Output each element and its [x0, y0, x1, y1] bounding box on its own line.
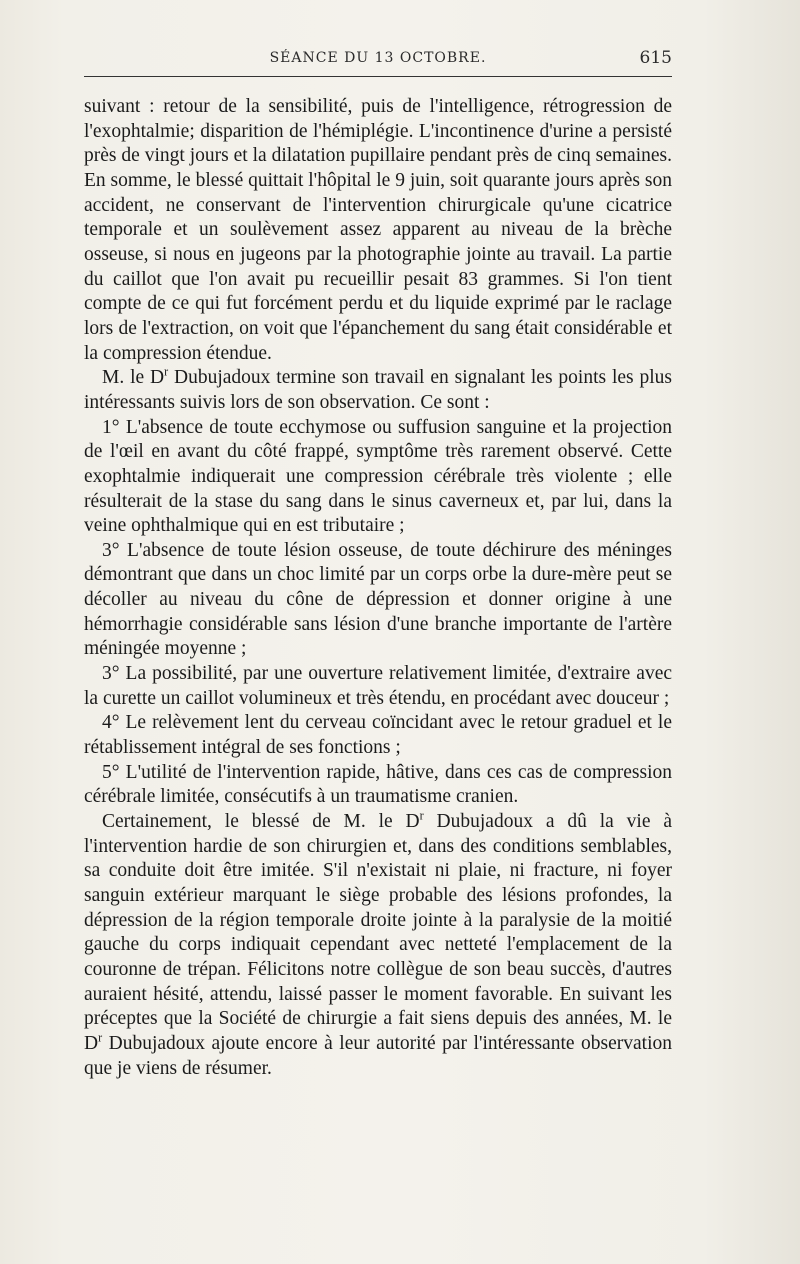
header-rule: [84, 76, 672, 77]
list-point-1: 1° L'absence de toute ecchymose ou suffusion sanguine et la projection de l'œil en avant du côté frappé, symptôme très rarement observé. Cette exophtalmie indiquerait une compression cérébrale très violente ; elle résulterait de la stase du sang dans le sinus caverneux et, par lui, dans la veine ophthalmique qui en est tributaire ;: [84, 416, 672, 537]
text-run: M. le D: [102, 367, 165, 389]
running-header: [84, 44, 672, 72]
paragraph-continuation: suivant : retour de la sensibilité, puis de l'intelligence, rétrogression de l'exophtalmie; disparition de l'hémiplégie. L'incontinence d'urine a persisté près de vingt jours et la dilatation pupillaire pendant près de cinq semaines. En somme, le blessé quittait l'hôpital le 9 juin, soit quarante jours après son accident, ne conservant de l'intervention chirurgicale qu'une cicatrice temporale et un soulèvement assez apparent au niveau de la brèche osseuse, si nous en jugeons par la photographie jointe au travail. La partie du caillot que l'on avait pu recueillir pesait 83 grammes. Si l'on tient compte de ce qui fut forcément perdu et du liquide exprimé par le raclage lors de l'extraction, on voit que l'épanchement du sang était considérable et la compression étendue.: [84, 96, 672, 364]
list-point-3: 3° La possibilité, par une ouverture relativement limitée, d'extraire avec la curette un caillot volumineux et très étendu, en procédant avec douceur ;: [84, 663, 672, 709]
superscript: r: [164, 364, 169, 379]
text-run: Dubujadoux a dû la vie à l'intervention hardie de son chirurgien et, dans des conditions semblables, sa conduite doit être imitée. S'il n'existait ni plaie, ni fracture, ni foyer sanguin extérieur marquant le siège probable des lésions profondes, la dépression de la région temporale droite jointe à la paralysie de la moitié gauche du corps indiquait cependant avec netteté l'emplacement de la couronne de trépan. Félicitons notre collègue de son beau succès, d'autres auraient hésité, attendu, laissé passer le moment favorable. En suivant les préceptes que la Société de chirurgie a fait siens depuis des années, M. le D: [84, 811, 672, 1054]
list-point-2: 3° L'absence de toute lésion osseuse, de toute déchirure des méninges démontrant que dans un choc limité par un corps orbe la dure-mère peut se décoller au niveau du cône de dépression et donner origine à une hémorrhagie considérable sans lésion d'une branche importante de l'artère méningée moyenne ;: [84, 539, 672, 660]
text-run: Dubujadoux ajoute encore à leur autorité par l'intéressante observation que je viens de résumer.: [84, 1032, 672, 1079]
text-run: Dubujadoux termine son travail en signalant les points les plus intéressants suivis lors de son observation. Ce sont :: [84, 367, 672, 413]
text-run: Certainement, le blessé de M. le D: [102, 811, 420, 833]
superscript: r: [419, 808, 424, 823]
paragraph-summary-intro: [84, 366, 672, 415]
list-point-5: 5° L'utilité de l'intervention rapide, hâtive, dans ces cas de compression cérébrale limitée, consécutifs à un traumatisme cranien.: [84, 761, 672, 808]
list-point-4: 4° Le relèvement lent du cerveau coïncidant avec le retour graduel et le rétablissement intégral de ses fonctions ;: [84, 712, 672, 759]
body-text: [84, 95, 672, 1081]
paragraph-conclusion: [84, 810, 672, 1081]
running-title: SÉANCE DU 13 OCTOBRE.: [269, 50, 487, 66]
page-number: 615: [639, 48, 672, 68]
superscript: r: [98, 1030, 103, 1045]
